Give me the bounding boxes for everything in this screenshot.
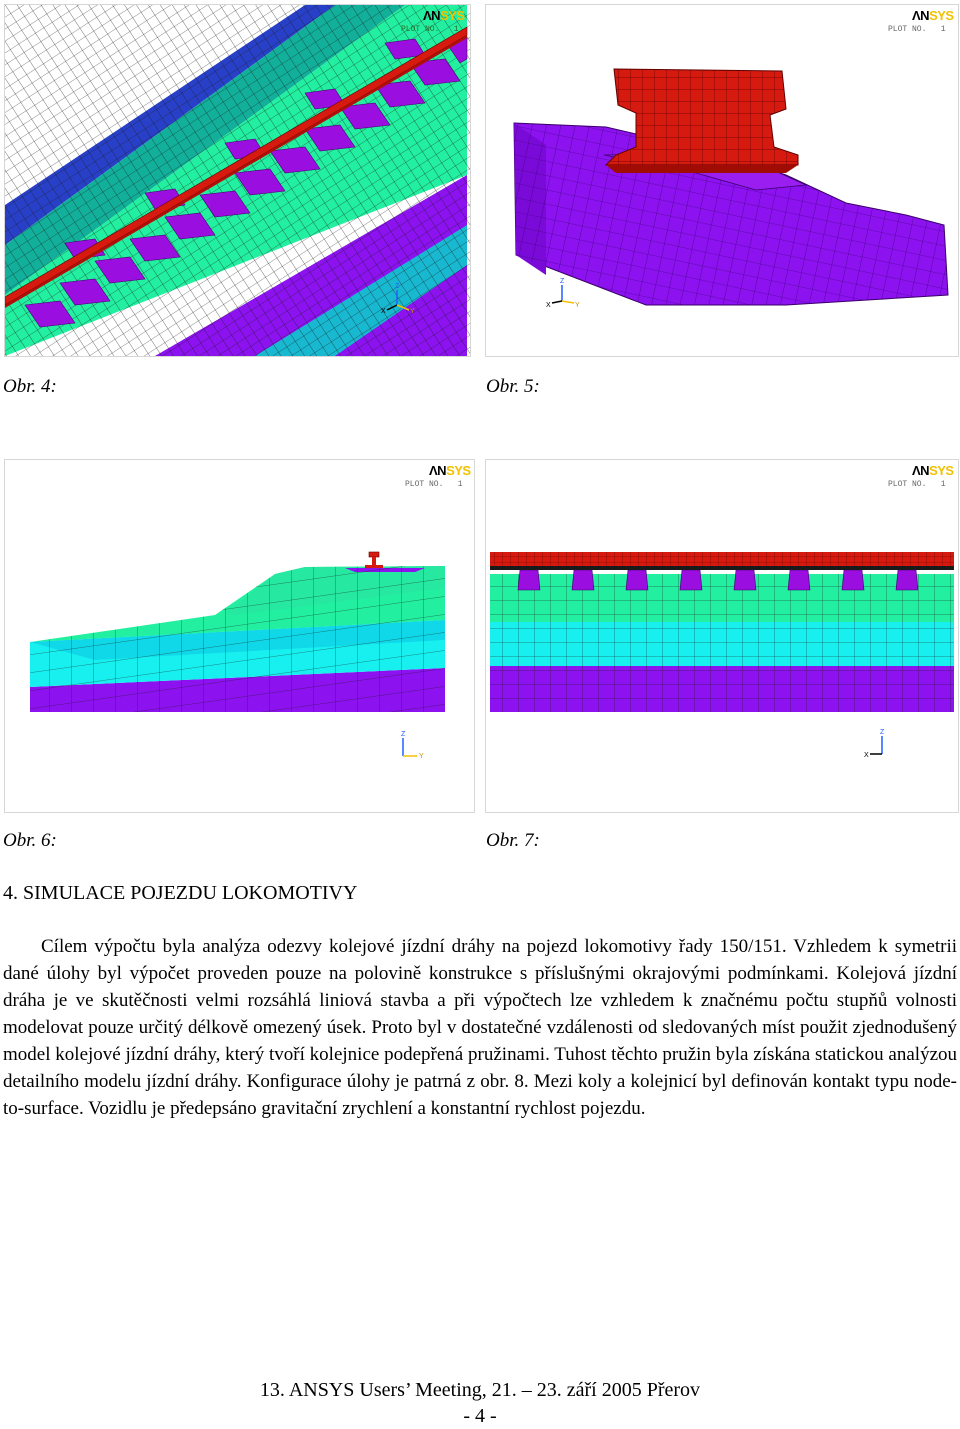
ansys-logo-sys: SYS bbox=[929, 463, 954, 478]
ansys-logo-an: ΛN bbox=[912, 463, 930, 478]
axis-x-label: X bbox=[864, 752, 869, 759]
plot-number-label: PLOT NO. 1 bbox=[888, 25, 946, 34]
figure-5-mesh-plot bbox=[486, 5, 958, 356]
figure-5-caption: Obr. 5: bbox=[486, 376, 540, 397]
figure-6 bbox=[4, 459, 475, 813]
ansys-logo bbox=[423, 8, 465, 23]
axis-triad bbox=[401, 731, 424, 760]
plot-number-label: PLOT NO. 1 bbox=[401, 25, 459, 34]
axis-x-label: X bbox=[546, 302, 551, 309]
rail-cross-section bbox=[365, 552, 383, 568]
page-number: - 4 - bbox=[463, 1405, 497, 1427]
axis-z-label: Z bbox=[880, 729, 885, 736]
axis-x-label: X bbox=[381, 308, 386, 315]
axis-triad bbox=[546, 278, 580, 309]
figure-7 bbox=[485, 459, 959, 813]
figure-4-caption: Obr. 4: bbox=[3, 376, 57, 397]
footer-conference: 13. ANSYS Users’ Meeting, 21. – 23. září 2005 Přerov bbox=[259, 1379, 701, 1401]
axis-y-label: Y bbox=[575, 302, 580, 309]
paragraph-text: Cílem výpočtu byla analýza odezvy kolejové jízdní dráhy na pojezd lokomotivy řady 150/151. Vzhledem k symetrii dané úlohy byl výpočet proveden pouze na polovině konstrukce s příslušnými okrajovými podmínkami. Kolejová jízdní dráha je ve skutěčnosti velmi rozsáhlá liniová stavba a při výpočtech lze vzhledem k značnému počtu stupňů volnosti modelovat pouze určitý délkově omezený úsek. Proto byl v dostatečné vzdálenosti od sledovaných míst použit zjednodušený model kolejové jízdní dráhy, který tvoří kolejnice podepřená pružinami. Tuhost těchto pružin byla získána statickou analýzou detailního modelu jízdní dráhy. Konfigurace úlohy je patrná z obr. 8. Mezi koly a kolejnicí byl definován kontakt typu node-to-surface. Vozidlu je předepsáno gravitační zrychlení a konstantní rychlost pojezdu. bbox=[3, 936, 957, 1119]
ansys-logo bbox=[912, 8, 954, 23]
section-heading: 4. SIMULACE POJEZDU LOKOMOTIVY bbox=[3, 882, 358, 904]
ansys-logo-sys: SYS bbox=[446, 463, 471, 478]
axis-y-label: Y bbox=[419, 753, 424, 760]
section-paragraph bbox=[3, 933, 957, 1122]
ansys-logo-an: ΛN bbox=[429, 463, 447, 478]
plot-number-label: PLOT NO. 1 bbox=[405, 480, 463, 489]
axis-z-label: Z bbox=[560, 278, 565, 285]
figure-7-caption: Obr. 7: bbox=[486, 830, 540, 851]
ansys-logo bbox=[429, 463, 471, 478]
plot-number-label: PLOT NO. 1 bbox=[888, 480, 946, 489]
ansys-logo-sys: SYS bbox=[440, 8, 465, 23]
figure-5 bbox=[485, 4, 959, 357]
ansys-logo-sys: SYS bbox=[929, 8, 954, 23]
ansys-logo bbox=[912, 463, 954, 478]
figure-7-mesh-plot bbox=[486, 460, 958, 812]
axis-z-label: Z bbox=[401, 731, 406, 738]
axis-triad bbox=[864, 729, 885, 759]
ansys-logo-an: ΛN bbox=[423, 8, 441, 23]
axis-z-label: Z bbox=[395, 283, 400, 290]
figure-4 bbox=[4, 4, 471, 357]
figure-6-caption: Obr. 6: bbox=[3, 830, 57, 851]
axis-y-label: Y bbox=[410, 308, 415, 315]
ansys-logo-an: ΛN bbox=[912, 8, 930, 23]
figure-4-mesh-plot bbox=[5, 5, 470, 356]
figure-6-mesh-plot bbox=[5, 460, 474, 812]
